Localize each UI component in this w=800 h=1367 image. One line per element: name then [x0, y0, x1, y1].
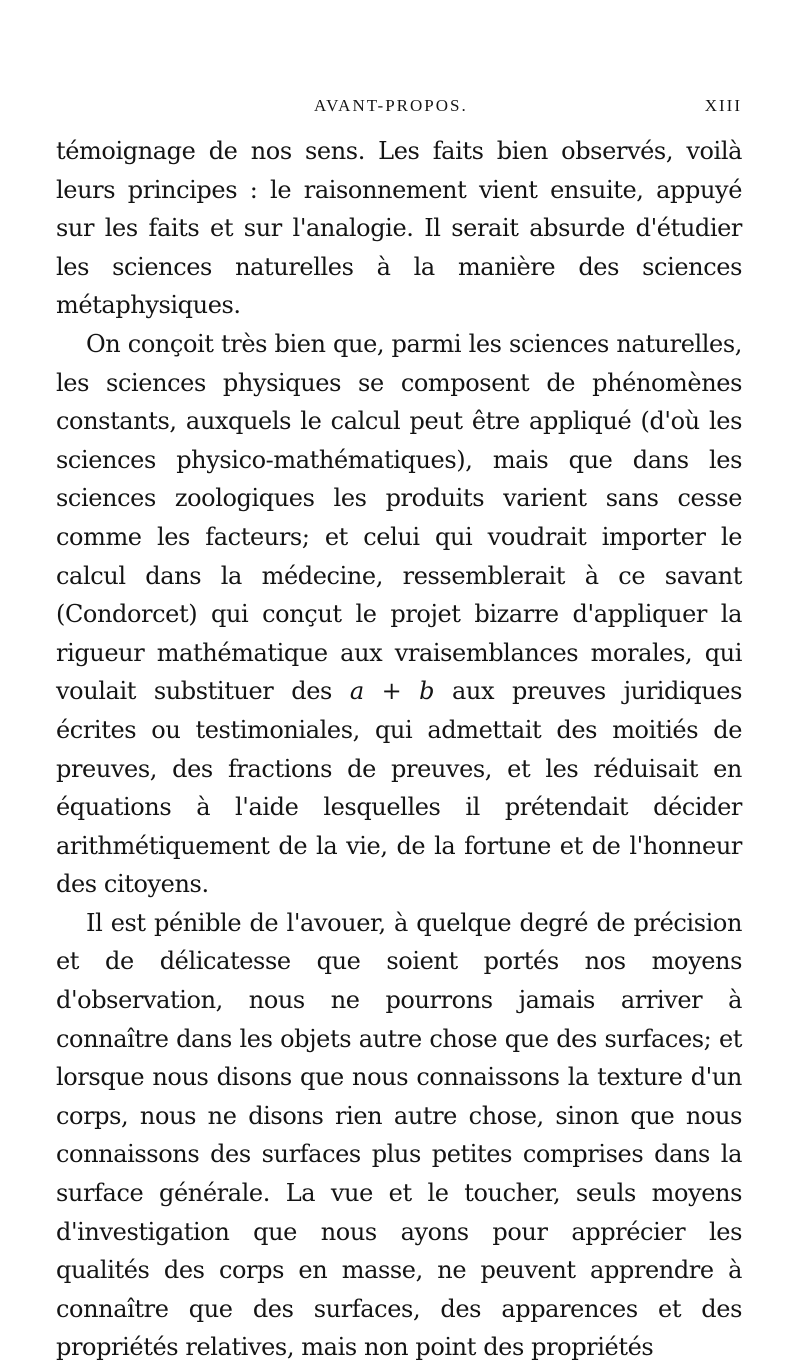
body-text — [56, 132, 742, 1367]
paragraph-2-continuation: aux preuves juridiques écrites ou testimoniales, qui admettait des moitiés de preuves, des fractions de preuves, et les réduisait en équations à l'aide lesquelles il prétendait décider arithmétiquement de la vie, de la fortune et de l'honneur des citoyens. — [56, 677, 743, 899]
formula-a-plus-b: a + b — [349, 677, 435, 706]
paragraph-1 — [56, 132, 742, 325]
paragraph-3-text: Il est pénible de l'avouer, à quelque degré de précision et de délicatesse que soient portés nos moyens d'observation, nous ne pourrons jamais arriver à connaître dans les objets autre chose que des surfaces; et lorsque nous disons que nous connaissons la texture d'un corps, nous ne disons rien autre chose, sinon que nous connaissons des surfaces plus petites comprises dans la surface générale. La vue et le toucher, seuls moyens d'investigation que nous ayons pour apprécier les qualités des corps en masse, ne peuvent apprendre à connaître que des surfaces, des apparences et des propriétés relatives, mais non point des propriétés — [56, 908, 742, 1362]
paragraph-1-text: témoignage de nos sens. Les faits bien observés, voilà leurs principes : le raisonnement vient ensuite, appuyé sur les faits et sur l'analogie. Il serait absurde d'étudier les sciences naturelles à la manière des sciences métaphysiques. — [56, 137, 742, 320]
running-head-title: AVANT-PROPOS. — [314, 96, 468, 115]
paragraph-2-text: On conçoit très bien que, parmi les sciences naturelles, les sciences physiques se composent de phénomènes constants, auxquels le calcul peut être appliqué (d'où les sciences physico-mathématiques), mais que dans les sciences zoologiques les produits varient sans cesse comme les facteurs; et celui qui voudrait importer le calcul dans la médecine, ressemblerait à ce savant (Condorcet) qui conçut le projet bizarre d'appliquer la rigueur mathématique aux vraisemblances morales, qui voulait substituer des — [56, 329, 742, 706]
paragraph-3 — [56, 904, 742, 1367]
page-number: XIII — [704, 96, 742, 115]
running-head — [56, 96, 742, 124]
paragraph-2 — [56, 325, 742, 904]
